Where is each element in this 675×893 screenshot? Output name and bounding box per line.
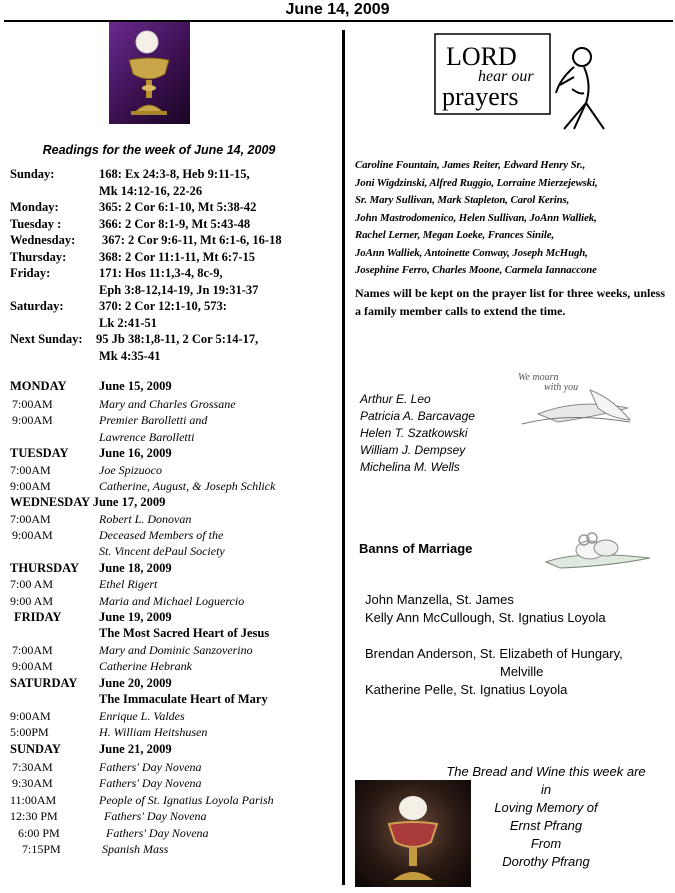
reading-text: 368: 2 Cor 11:1-11, Mt 6:7-15 [99,249,255,264]
day-date: June 16, 2009 [99,446,172,460]
mass-time: 6:00 PM [18,826,60,840]
mass-time: 7:00AM [12,643,53,657]
reading-text: Lk 2:41-51 [99,315,157,330]
readings-title: Readings for the week of June 14, 2009 [42,143,276,157]
mass-intention: St. Vincent dePaul Society [99,544,225,558]
mass-intention: Fathers' Day Novena [99,776,202,790]
banns-title: Banns of Marriage [359,541,473,556]
mass-intention: Catherine Hebrank [99,659,192,673]
mass-intention: Fathers' Day Novena [99,760,202,774]
wedding-bouquet-icon [546,533,650,568]
prayer-names-line: Sr. Mary Sullivan, Mark Stapleton, Carol Kerins, [355,194,570,206]
memorial-name: Patricia A. Barcavage [360,409,475,423]
mass-time: 7:30AM [12,760,53,774]
prayer-list-note: Names will be kept on the prayer list for three weeks, unless a family member calls to extend the time. [355,286,665,318]
reading-text: Mk 4:35-41 [99,348,161,363]
mass-time: 7:00AM [12,397,53,411]
mass-intention: Premier Barolletti and [99,413,208,427]
mass-intention: Joe Spizuoco [99,463,162,477]
day-date: June 20, 2009 [99,676,172,690]
mass-intention: Ethel Rigert [99,577,158,591]
mourn-image-text: We mourn [518,372,559,383]
reading-day: Saturday: [10,299,64,313]
prayer-names-line: Josephine Ferro, Charles Moone, Carmela Iannaccone [355,264,597,276]
reading-text: 171: Hos 11:1,3-4, 8c-9, [99,266,223,280]
memorial-name: Helen T. Szatkowski [360,426,468,440]
reading-text: 367: 2 Cor 9:6-11, Mt 6:1-6, 16-18 [102,233,282,247]
memorial-name: William J. Dempsey [360,443,466,457]
reading-day: Wednesday: [10,233,76,247]
feast-title: The Most Sacred Heart of Jesus [99,626,270,640]
prayer-names-line: Caroline Fountain, James Reiter, Edward Henry Sr., [355,159,586,171]
reading-day: Sunday: [10,167,55,181]
reading-day: Next Sunday: [10,332,83,346]
mass-intention: Mary and Charles Grossane [99,397,236,411]
prayer-names-line: Joni Wigdzinski, Alfred Ruggio, Lorraine Mierzejewski, [355,176,598,189]
mass-time: 9:00AM [12,413,53,427]
lily-flower-icon [522,390,630,424]
mass-schedule [0,378,342,858]
mass-intention: Fathers' Day Novena [106,826,209,840]
mass-time: 11:00AM [10,793,57,807]
dedication-line: From [530,836,562,851]
feast-title: The Immaculate Heart of Mary [99,692,268,706]
day-header: WEDNESDAY June 17, 2009 [10,495,166,509]
prayer-names-line: JoAnn Walliek, Antoinette Conway, Joseph McHugh, [355,246,588,259]
memorial-name: Arthur E. Leo [360,392,431,406]
day-header: THURSDAY [10,561,80,575]
mourn-image-text: with you [544,382,579,393]
mass-intention: Catherine, August, & Joseph Schlick [99,479,276,493]
header-rule [4,20,673,22]
mass-time: 7:00AM [10,512,51,526]
day-header: SATURDAY [10,676,78,690]
wedding-rings-image [540,528,655,573]
logo-word-lord: LORD [446,42,517,71]
banns-couple-name: Brendan Anderson, St. Elizabeth of Hungary, [365,646,623,661]
mass-intention: H. William Heitshusen [99,725,208,739]
mass-intention: Fathers' Day Novena [104,809,207,823]
bread-and-wine-dedication [430,763,662,871]
reading-day: Monday: [10,200,59,214]
mass-time: 12:30 PM [10,809,58,823]
mass-time: 9:00AM [10,709,51,723]
readings-list [0,166,340,366]
mass-time: 7:00 AM [10,577,54,591]
dedication-line: Dorothy Pfrang [502,854,590,869]
mass-time: 9:30AM [12,776,53,790]
we-mourn-with-you-image [518,368,633,438]
reading-text: Mk 14:12-16, 22-26 [99,183,203,198]
day-date: June 15, 2009 [99,379,172,393]
mass-time: 7:00AM [10,463,51,477]
mass-intention: Robert L. Donovan [99,512,192,526]
mass-time: 9:00AM [10,479,51,493]
reading-text: 95 Jb 38:1,8-11, 2 Cor 5:14-17, [96,332,259,346]
banns-couple-name: Katherine Pelle, St. Ignatius Loyola [365,682,568,697]
mass-intention: Lawrence Barolletti [99,430,195,444]
banns-couple-name: Melville [500,664,544,679]
mass-intention: Deceased Members of the [99,528,224,542]
dedication-line: Ernst Pfrang [509,818,583,833]
mass-time: 7:15PM [22,842,61,856]
reading-day: Friday: [10,266,51,280]
bulletin-date: June 14, 2009 [285,1,390,18]
memorial-list [360,391,475,476]
reading-text: 168: Ex 24:3-8, Heb 9:11-15, [99,167,250,181]
memorial-name: Michelina M. Wells [360,460,460,474]
logo-word-hear: hear our [478,68,534,85]
prayer-names-line: John Mastrodomenico, Helen Sullivan, JoAnn Walliek, [355,211,597,224]
day-header: SUNDAY [10,742,61,756]
mass-time: 9:00AM [12,659,53,673]
dedication-line: Loving Memory of [494,800,598,815]
dedication-line: in [540,782,552,797]
mass-intention: Spanish Mass [102,842,169,856]
lord-hear-our-prayers-logo [434,33,612,135]
reading-day: Thursday: [10,249,67,264]
reading-day: Tuesday : [10,216,62,231]
dedication-line: The Bread and Wine this week are [446,764,646,779]
praying-figure-icon [556,48,604,129]
mass-time: 9:00 AM [10,594,54,608]
reading-text: Eph 3:8-12,14-19, Jn 19:31-37 [99,282,259,297]
prayer-names-line: Rachel Lerner, Megan Loeke, Frances Sinile, [355,229,555,241]
mass-intention: Mary and Dominic Sanzoverino [99,643,253,657]
chalice-icon [109,22,190,124]
day-header: FRIDAY [14,610,62,624]
day-header: MONDAY [10,379,67,393]
day-date: June 18, 2009 [99,561,172,575]
prayer-list [355,157,665,280]
mass-intention: Enrique L. Valdes [99,709,185,723]
day-date: June 21, 2009 [99,742,172,756]
reading-text: 366: 2 Cor 8:1-9, Mt 5:43-48 [99,216,251,231]
mass-time: 5:00PM [10,725,49,739]
logo-word-prayers: prayers [442,82,519,111]
reading-text: 365: 2 Cor 6:1-10, Mt 5:38-42 [99,200,257,214]
day-date: June 19, 2009 [99,610,172,624]
banns-couple-name: Kelly Ann McCullough, St. Ignatius Loyola [365,610,606,625]
column-divider [342,30,345,885]
banns-couple-name: John Manzella, St. James [365,592,514,607]
mass-time: 9:00AM [12,528,53,542]
mass-intention: People of St. Ignatius Loyola Parish [99,793,274,807]
chalice-image [109,22,190,124]
day-header: TUESDAY [10,446,69,460]
mass-intention: Maria and Michael Loguercio [99,594,245,608]
reading-text: 370: 2 Cor 12:1-10, 573: [99,299,227,313]
